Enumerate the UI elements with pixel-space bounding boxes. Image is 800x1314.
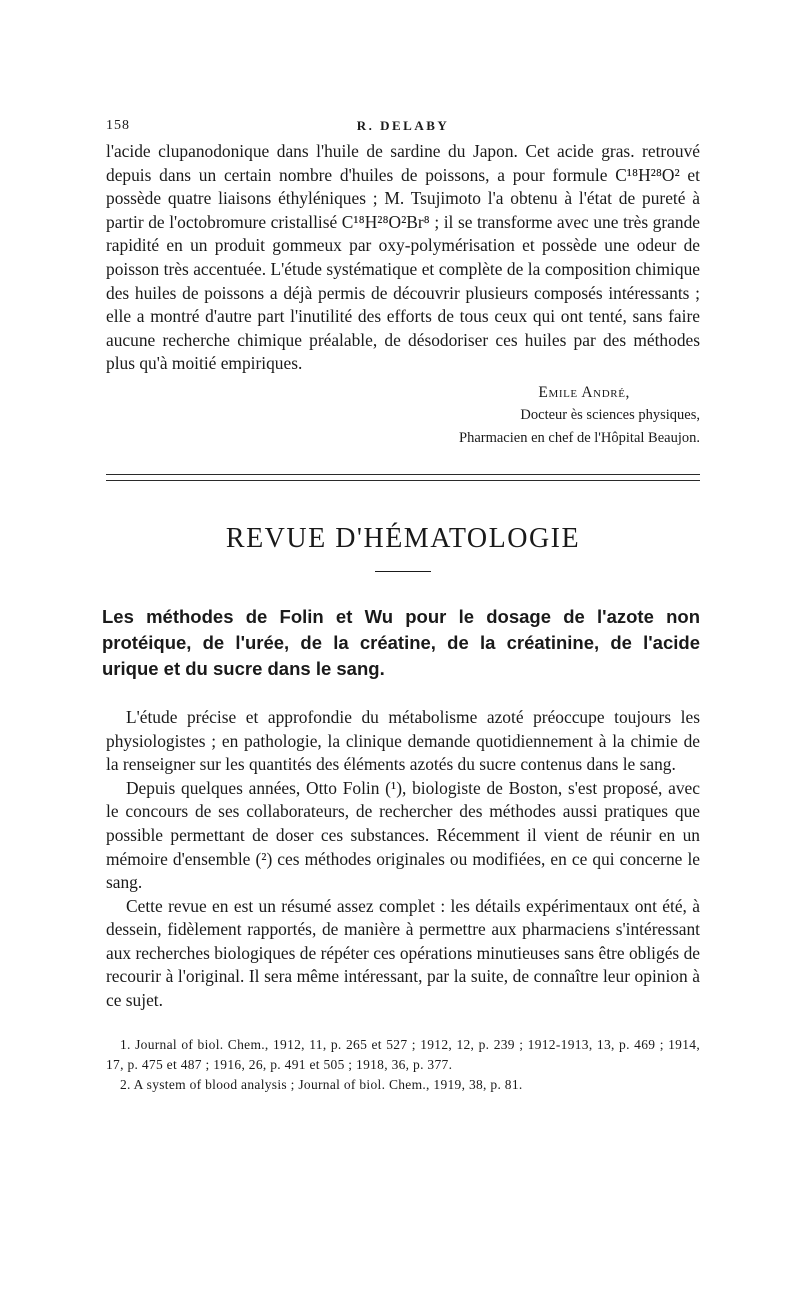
footnote-1: 1. Journal of biol. Chem., 1912, 11, p. 265 et 527 ; 1912, 12, p. 239 ; 1912-1913, 13, p. 469 ; 1914, 17, p. 475 et 487 ; 1916, 26, p. 491 et 505 ; 1918, 36, p. 377. <box>106 1036 700 1072</box>
previous-article-paragraph: l'acide clupanodonique dans l'huile de sardine du Japon. Cet acide gras. retrouvé depuis dans un certain nombre d'huiles de poissons, a pour formule C¹⁸H²⁸O² et possède quatre liaisons éthyléniques ; M. Tsujimoto l'a obtenu à l'état de pureté à partir de l'octobromure cristallisé C¹⁸H²⁸O²Br⁸ ; il se transforme avec une très grande rapidité en un produit gommeux par oxy-polymérisation et possède une odeur de poisson très accentuée. L'étude systématique et complète de la composition chimique des huiles de poissons a déjà permis de découvrir plusieurs composés intéressants ; elle a montré d'autre part l'inutilité des efforts de tous ceux qui ont tenté, sans faire aucune recherche chimique préalable, de désodoriser ces huiles par des méthodes plus qu'à moitié empiriques. <box>106 141 700 374</box>
running-title: R. DELABY <box>356 118 450 133</box>
article-paragraph-1: L'étude précise et approfondie du métabolisme azoté préoccupe toujours les physiologistes ; en pathologie, la clinique demande quotidiennement à la chimie de la renseigner sur les quantités des éléments azotés du sucre contenus dans le sang. <box>106 706 700 775</box>
article-body <box>106 706 700 1013</box>
footnotes <box>106 1035 700 1095</box>
author-name: Emile André, <box>538 383 630 401</box>
article-paragraph-3: Cette revue en est un résumé assez complet : les détails expérimentaux ont été, à dessein, fidèlement rapportés, de manière à permettre aux pharmaciens s'intéressant aux recherches biologiques de répéter ces opérations minutieuses sans être obligés de recourir à l'original. Il sera même intéressant, par la suite, de connaître leur opinion à ce sujet. <box>106 895 700 1011</box>
title-underline <box>375 571 431 572</box>
previous-article-body <box>106 140 700 376</box>
article-title: Les méthodes de Folin et Wu pour le dosage de l'azote non protéique, de l'urée, de la créatine, de la créatinine, de l'acide urique et du sucre dans le sang. <box>102 605 700 679</box>
author-affiliation: Pharmacien en chef de l'Hôpital Beaujon. <box>459 429 700 446</box>
section-divider <box>106 474 700 481</box>
running-head <box>106 118 700 140</box>
page <box>102 118 700 1095</box>
author-signature <box>106 381 700 450</box>
footnote-2: 2. A system of blood analysis ; Journal of biol. Chem., 1919, 38, p. 81. <box>120 1076 523 1092</box>
page-number: 158 <box>106 118 130 133</box>
author-title: Docteur ès sciences physiques, <box>520 406 700 423</box>
section-title: REVUE D'HÉMATOLOGIE <box>225 522 581 554</box>
article-paragraph-2: Depuis quelques années, Otto Folin (¹), biologiste de Boston, s'est proposé, avec le concours de ses collaborateurs, de rechercher des méthodes aussi pratiques que possible permettant de doser ces substances. Récemment il vient de réunir en un mémoire d'ensemble (²) ces méthodes originales ou modifiées, en ce qui concerne le sang. <box>106 777 700 893</box>
